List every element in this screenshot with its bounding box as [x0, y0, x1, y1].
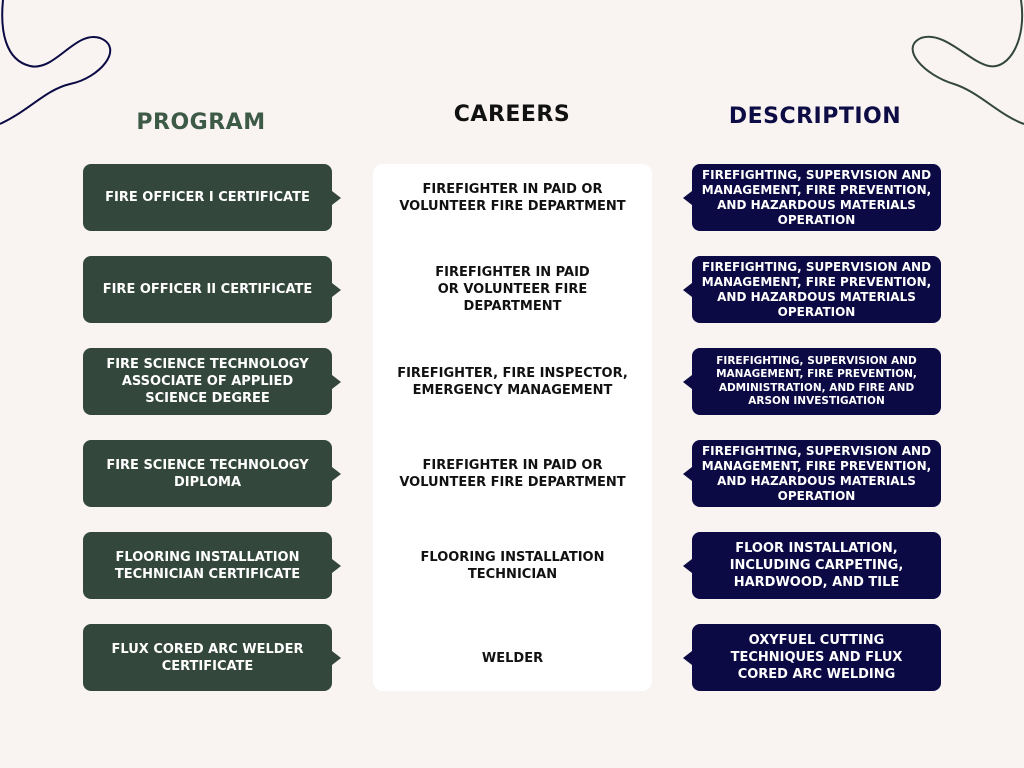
career-text: FIREFIGHTER IN PAID OR VOLUNTEER FIRE DEPARTMENT — [399, 457, 626, 490]
program-box: FIRE SCIENCE TECHNOLOGY DIPLOMA — [83, 440, 332, 507]
careers-panel — [373, 164, 652, 691]
table-row — [0, 624, 1024, 691]
description-box: FLOOR INSTALLATION, INCLUDING CARPETING, HARDWOOD, AND TILE — [692, 532, 941, 599]
program-box: FIRE SCIENCE TECHNOLOGY ASSOCIATE OF APPLIED SCIENCE DEGREE — [83, 348, 332, 415]
table-row — [0, 164, 1024, 231]
description-box: FIREFIGHTING, SUPERVISION AND MANAGEMENT, FIRE PREVENTION, AND HAZARDOUS MATERIALS OPERATION — [692, 164, 941, 231]
career-text: FIREFIGHTER, FIRE INSPECTOR, EMERGENCY MANAGEMENT — [397, 365, 628, 398]
career-text: WELDER — [481, 651, 544, 666]
description-box: FIREFIGHTING, SUPERVISION AND MANAGEMENT, FIRE PREVENTION, AND HAZARDOUS MATERIALS OPERATION — [692, 256, 941, 323]
table-row — [0, 348, 1024, 415]
description-box: OXYFUEL CUTTING TECHNIQUES AND FLUX CORED ARC WELDING — [692, 624, 941, 691]
program-box: FIRE OFFICER II CERTIFICATE — [83, 256, 332, 323]
table-row — [0, 532, 1024, 599]
program-box: FIRE OFFICER I CERTIFICATE — [83, 164, 332, 231]
career-text: FIREFIGHTER IN PAID OR VOLUNTEER FIRE DEPARTMENT — [399, 181, 626, 214]
table-row — [0, 256, 1024, 323]
program-box: FLOORING INSTALLATION TECHNICIAN CERTIFICATE — [83, 532, 332, 599]
careers-column-header: CAREERS — [453, 102, 571, 127]
program-box: FLUX CORED ARC WELDER CERTIFICATE — [83, 624, 332, 691]
table-row — [0, 440, 1024, 507]
program-column-header: PROGRAM — [136, 110, 266, 135]
career-text: FIREFIGHTER IN PAID OR VOLUNTEER FIRE DEPARTMENT — [435, 265, 590, 314]
description-column-header: DESCRIPTION — [728, 104, 902, 129]
description-box: FIREFIGHTING, SUPERVISION AND MANAGEMENT, FIRE PREVENTION, AND HAZARDOUS MATERIALS OPERATION — [692, 440, 941, 507]
career-text: FLOORING INSTALLATION TECHNICIAN — [420, 549, 605, 582]
description-box: FIREFIGHTING, SUPERVISION AND MANAGEMENT, FIRE PREVENTION, ADMINISTRATION, AND FIRE AND ARSON INVESTIGATION — [692, 348, 941, 415]
